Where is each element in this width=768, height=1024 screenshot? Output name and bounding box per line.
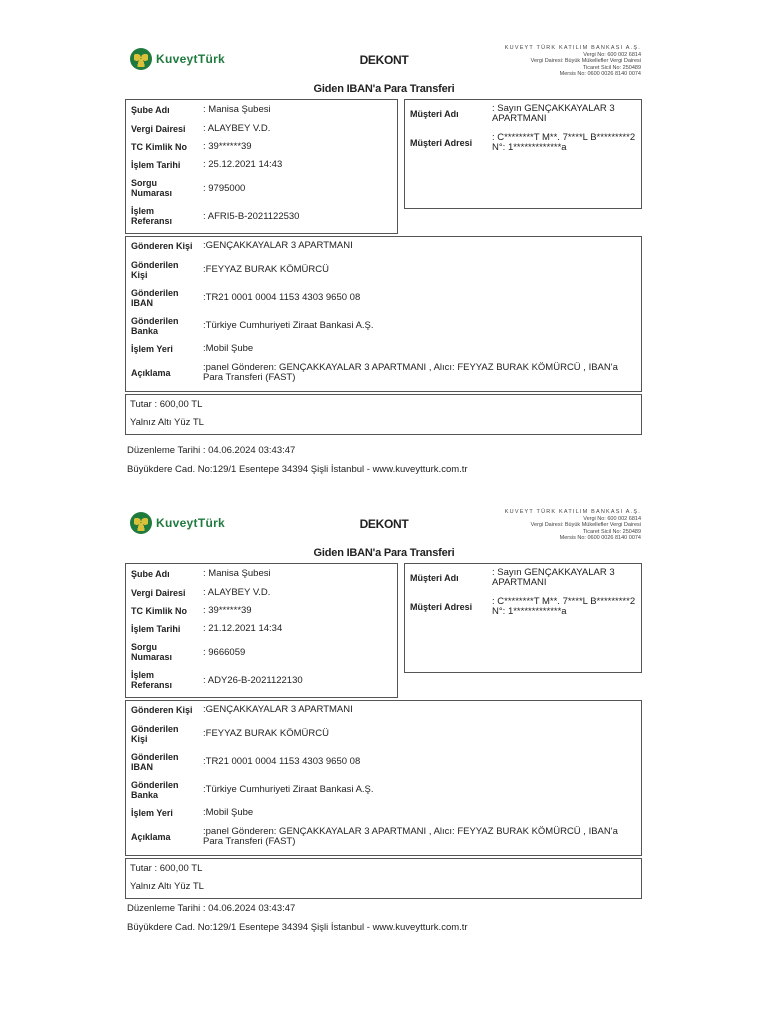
amount-box (125, 394, 642, 435)
transfer-details-box (125, 236, 642, 392)
receipt-1 (0, 0, 768, 475)
customer-info-box (404, 99, 642, 209)
label-gonderilen-iban: Gönderilen IBAN (131, 288, 179, 308)
receipt-subtitle: Giden IBAN'a Para Transferi (313, 83, 455, 95)
value-sube-adi: : Manisa Şubesi (203, 568, 271, 579)
bank-info (505, 45, 641, 78)
trade-registry: Ticaret Sicil No: 250489 (582, 64, 641, 71)
label-sube-adi: Şube Adı (131, 104, 170, 115)
value-islem-tarihi: : 21.12.2021 14:34 (203, 623, 283, 634)
label-islem-yeri: İşlem Yeri (131, 344, 173, 354)
issue-date: Düzenleme Tarihi : 04.06.2024 03:43:47 (127, 903, 296, 914)
label-tc-kimlik: TC Kimlik No (131, 141, 188, 152)
tax-no: Vergi No: 600 002 6814 (583, 515, 641, 522)
issue-date: Düzenleme Tarihi : 04.06.2024 03:43:47 (127, 445, 296, 456)
bank-address: Büyükdere Cad. No:129/1 Esentepe 34394 Şişli İstanbul - www.kuveytturk.com.tr (127, 922, 468, 933)
label-gonderilen-banka: Gönderilen Banka (131, 316, 179, 336)
customer-info-box (404, 563, 642, 673)
doc-title: DEKONT (359, 517, 409, 531)
label-musteri-adresi: Müşteri Adresi (410, 138, 473, 148)
value-musteri-adresi: : C********T M**. 7****L B*********2 N°: 1*************a (492, 596, 636, 617)
value-islem-yeri: :Mobil Şube (203, 807, 254, 818)
value-tc-kimlik: : 39******39 (203, 141, 252, 152)
bank-address: Büyükdere Cad. No:129/1 Esentepe 34394 Şişli İstanbul - www.kuveytturk.com.tr (127, 464, 468, 475)
label-islem-yeri: İşlem Yeri (131, 808, 173, 818)
label-vergi-dairesi: Vergi Dairesi (131, 123, 186, 134)
label-tc-kimlik: TC Kimlik No (131, 605, 188, 616)
value-musteri-adresi: : C********T M**. 7****L B*********2 N°: 1*************a (492, 132, 636, 153)
tax-office: Vergi Dairesi: Büyük Mükellefler Vergi Dairesi (530, 522, 641, 529)
receipt-subtitle: Giden IBAN'a Para Transferi (313, 547, 455, 559)
value-vergi-dairesi: : ALAYBEY V.D. (203, 587, 271, 598)
branch-info-box (125, 563, 398, 698)
transfer-details-box (125, 700, 642, 856)
label-sube-adi: Şube Adı (131, 568, 170, 579)
label-sorgu-numarasi: Sorgu Numarası (131, 178, 173, 198)
amount-in-words: Yalnız Altı Yüz TL (130, 881, 204, 892)
amount-value: Tutar : 600,00 TL (130, 863, 203, 874)
logo-text: KuveytTürk (156, 52, 226, 66)
value-musteri-adi: : Sayın GENÇAKKAYALAR 3 APARTMANI (492, 103, 615, 124)
value-aciklama: :panel Gönderen: GENÇAKKAYALAR 3 APARTMANI , Alıcı: FEYYAZ BURAK KÖMÜRCÜ , IBAN'a Para Transferi (FAST) (203, 826, 618, 847)
label-gonderen-kisi: Gönderen Kişi (131, 241, 193, 251)
tax-no: Vergi No: 600 002 6814 (583, 51, 641, 58)
value-gonderilen-kisi: :FEYYAZ BURAK KÖMÜRCÜ (203, 728, 329, 739)
value-gonderilen-kisi: :FEYYAZ BURAK KÖMÜRCÜ (203, 264, 329, 275)
label-islem-tarihi: İşlem Tarihi (131, 623, 181, 634)
value-islem-referansi: : ADY26-B-2021122130 (203, 674, 303, 686)
amount-value: Tutar : 600,00 TL (130, 399, 203, 410)
label-musteri-adi: Müşteri Adı (410, 109, 459, 119)
label-islem-referansi: İşlem Referansı (131, 206, 173, 226)
label-aciklama: Açıklama (131, 368, 171, 378)
value-gonderen-kisi: :GENÇAKKAYALAR 3 APARTMANI (203, 704, 353, 715)
label-musteri-adi: Müşteri Adı (410, 573, 459, 583)
value-musteri-adi: : Sayın GENÇAKKAYALAR 3 APARTMANI (492, 567, 615, 588)
logo-text: KuveytTürk (156, 516, 226, 530)
amount-in-words: Yalnız Altı Yüz TL (130, 417, 204, 428)
label-aciklama: Açıklama (131, 832, 171, 842)
doc-title: DEKONT (359, 53, 409, 67)
value-gonderilen-iban: :TR21 0001 0004 1153 4303 9650 08 (203, 292, 361, 303)
branch-info-box (125, 99, 398, 234)
label-musteri-adresi: Müşteri Adresi (410, 602, 473, 612)
value-sorgu-numarasi: : 9666059 (203, 646, 246, 658)
amount-box (125, 858, 642, 899)
mersis-no: Mersis No: 0600 0026 8140 0074 (559, 535, 641, 542)
value-sorgu-numarasi: : 9795000 (203, 182, 246, 194)
label-gonderilen-kisi: Gönderilen Kişi (131, 260, 179, 280)
value-islem-tarihi: : 25.12.2021 14:43 (203, 159, 283, 170)
label-gonderilen-iban: Gönderilen IBAN (131, 752, 179, 772)
label-gonderilen-banka: Gönderilen Banka (131, 780, 179, 800)
value-gonderilen-iban: :TR21 0001 0004 1153 4303 9650 08 (203, 756, 361, 767)
value-islem-yeri: :Mobil Şube (203, 343, 254, 354)
value-vergi-dairesi: : ALAYBEY V.D. (203, 123, 271, 134)
label-gonderen-kisi: Gönderen Kişi (131, 705, 193, 715)
receipt-2 (0, 464, 768, 933)
mersis-no: Mersis No: 0600 0026 8140 0074 (559, 71, 641, 78)
bank-name: KUVEYT TÜRK KATILIM BANKASI A.Ş. (504, 45, 641, 51)
value-gonderilen-banka: :Türkiye Cumhuriyeti Ziraat Bankasi A.Ş. (203, 784, 374, 795)
label-islem-tarihi: İşlem Tarihi (131, 159, 181, 170)
label-gonderilen-kisi: Gönderilen Kişi (131, 724, 179, 744)
value-aciklama: :panel Gönderen: GENÇAKKAYALAR 3 APARTMANI , Alıcı: FEYYAZ BURAK KÖMÜRCÜ , IBAN'a Para Transferi (FAST) (203, 362, 618, 383)
label-islem-referansi: İşlem Referansı (131, 670, 173, 690)
bank-info (505, 509, 641, 542)
label-sorgu-numarasi: Sorgu Numarası (131, 642, 173, 662)
label-vergi-dairesi: Vergi Dairesi (131, 587, 186, 598)
tax-office: Vergi Dairesi: Büyük Mükellefler Vergi Dairesi (530, 58, 641, 65)
value-islem-referansi: : AFRI5-B-2021122530 (203, 210, 300, 222)
trade-registry: Ticaret Sicil No: 250489 (582, 528, 641, 535)
value-gonderen-kisi: :GENÇAKKAYALAR 3 APARTMANI (203, 240, 353, 251)
value-gonderilen-banka: :Türkiye Cumhuriyeti Ziraat Bankasi A.Ş. (203, 320, 374, 331)
bank-name: KUVEYT TÜRK KATILIM BANKASI A.Ş. (504, 509, 641, 515)
value-sube-adi: : Manisa Şubesi (203, 104, 271, 115)
value-tc-kimlik: : 39******39 (203, 605, 252, 616)
